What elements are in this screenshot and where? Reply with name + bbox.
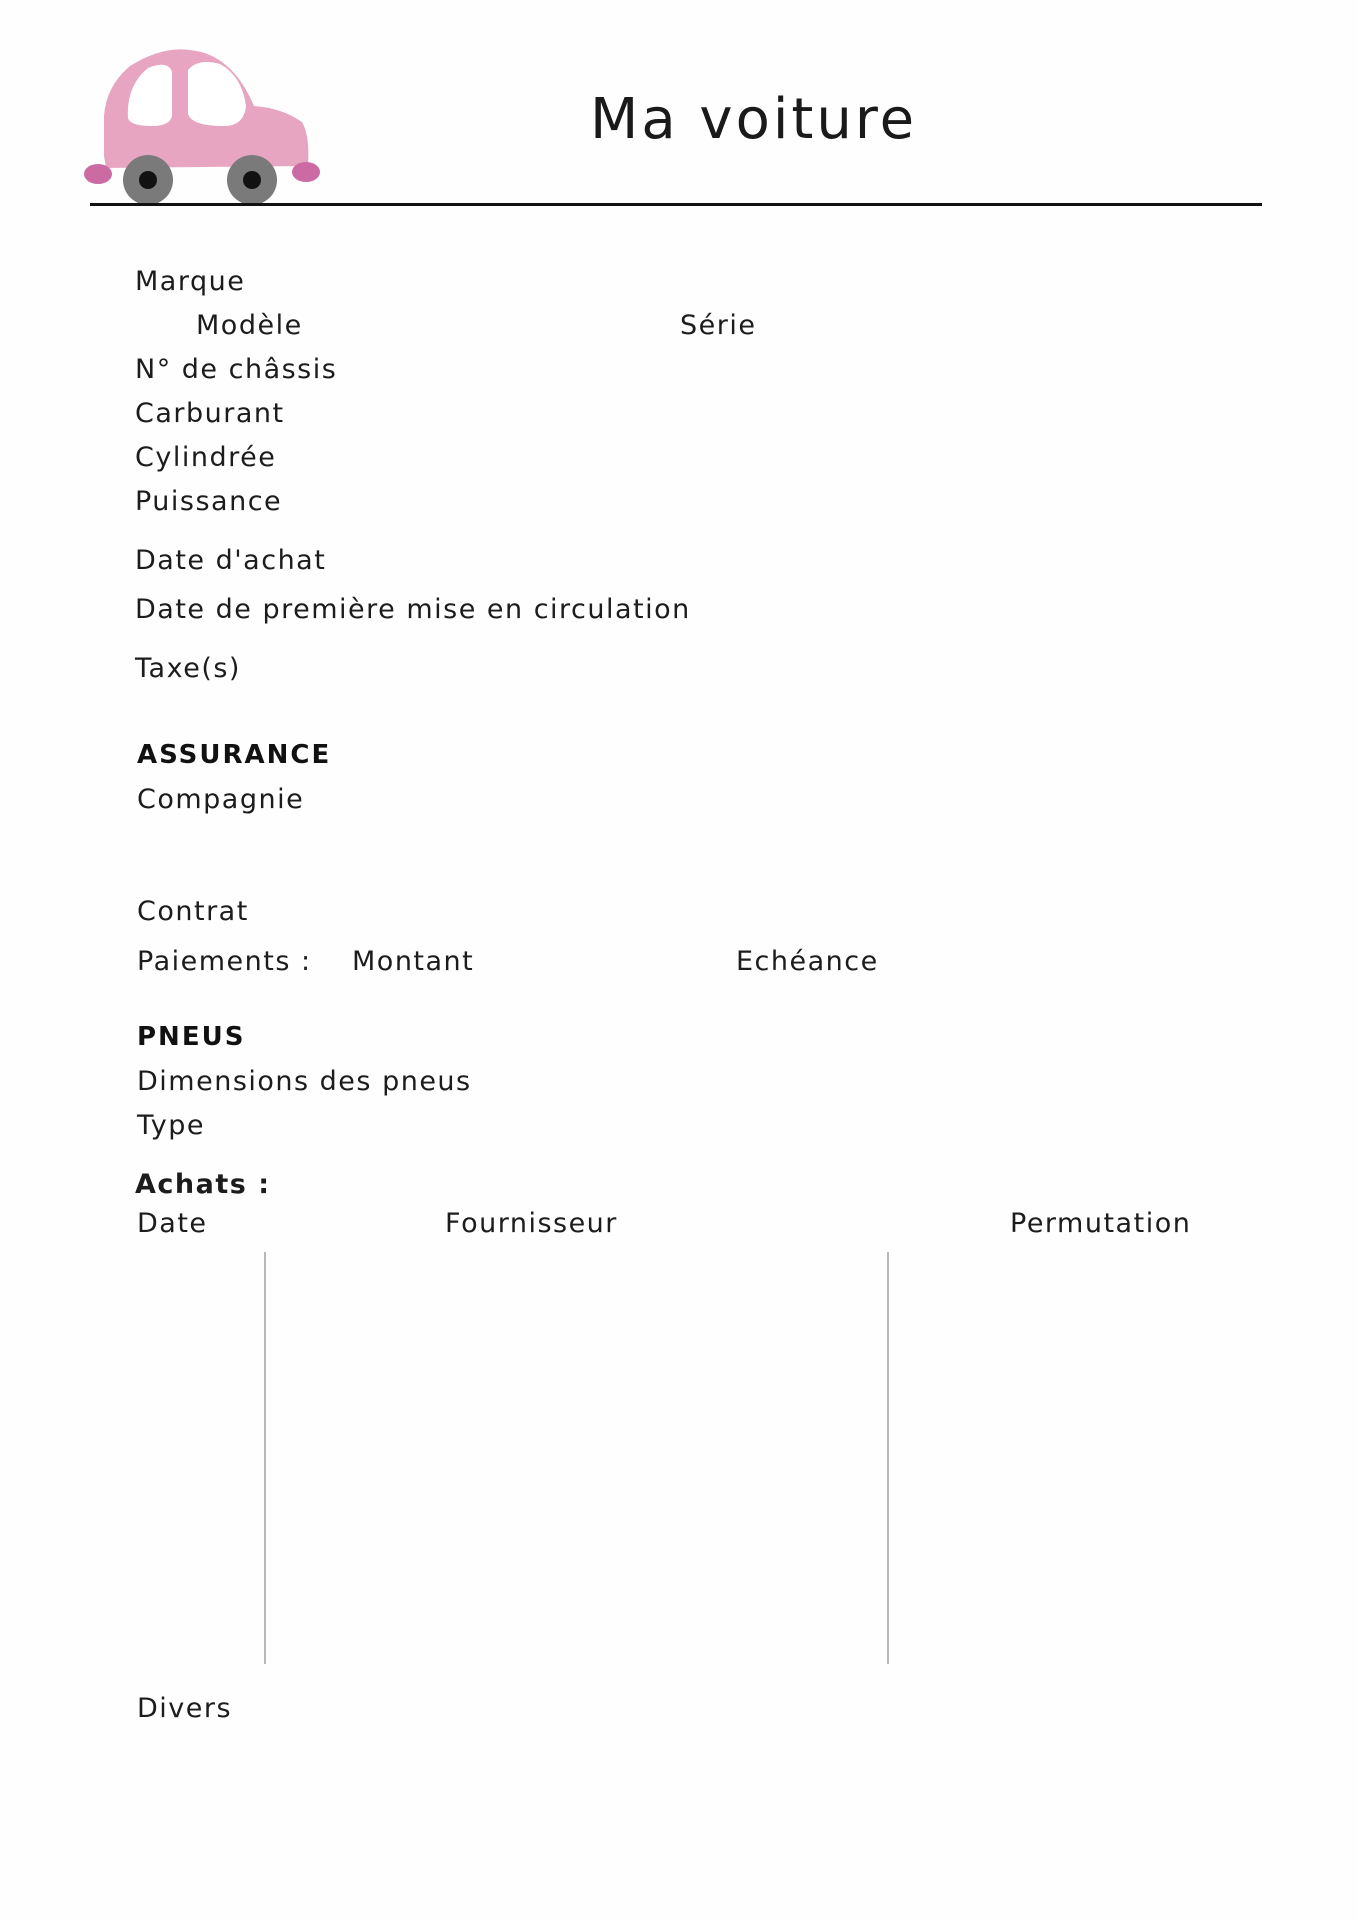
section-heading-assurance: ASSURANCE	[137, 740, 332, 770]
table-column-divider	[887, 1252, 889, 1664]
field-label-modele: Modèle	[196, 310, 303, 341]
field-label-compagnie: Compagnie	[137, 784, 305, 815]
field-label-contrat: Contrat	[137, 896, 249, 927]
section-heading-pneus: PNEUS	[137, 1022, 246, 1052]
car-window-front	[188, 62, 246, 126]
field-label-date-achat: Date d'achat	[135, 545, 327, 576]
header-divider	[90, 203, 1262, 206]
table-header-permutation: Permutation	[1010, 1208, 1192, 1239]
field-label-echeance: Echéance	[736, 946, 879, 977]
pink-car-icon	[82, 46, 322, 206]
car-bumper-rear	[84, 164, 112, 184]
field-label-date-circulation: Date de première mise en circulation	[135, 594, 691, 625]
field-label-cylindree: Cylindrée	[135, 442, 277, 473]
field-label-paiements: Paiements :	[137, 946, 312, 977]
field-label-dimensions: Dimensions des pneus	[137, 1066, 472, 1097]
field-label-divers: Divers	[137, 1693, 233, 1724]
field-label-chassis: N° de châssis	[135, 354, 338, 385]
field-label-taxes: Taxe(s)	[135, 653, 241, 684]
field-label-puissance: Puissance	[135, 486, 283, 517]
field-label-montant: Montant	[352, 946, 475, 977]
car-bumper-front	[292, 162, 320, 182]
table-header-date: Date	[137, 1208, 208, 1239]
table-header-fournisseur: Fournisseur	[445, 1208, 618, 1239]
table-column-divider	[264, 1252, 266, 1664]
field-label-marque: Marque	[135, 266, 246, 297]
page-title: Ma voiture	[590, 87, 918, 152]
field-label-serie: Série	[680, 310, 757, 341]
field-label-type: Type	[137, 1110, 206, 1141]
field-label-carburant: Carburant	[135, 398, 285, 429]
field-label-achats: Achats :	[135, 1169, 271, 1200]
